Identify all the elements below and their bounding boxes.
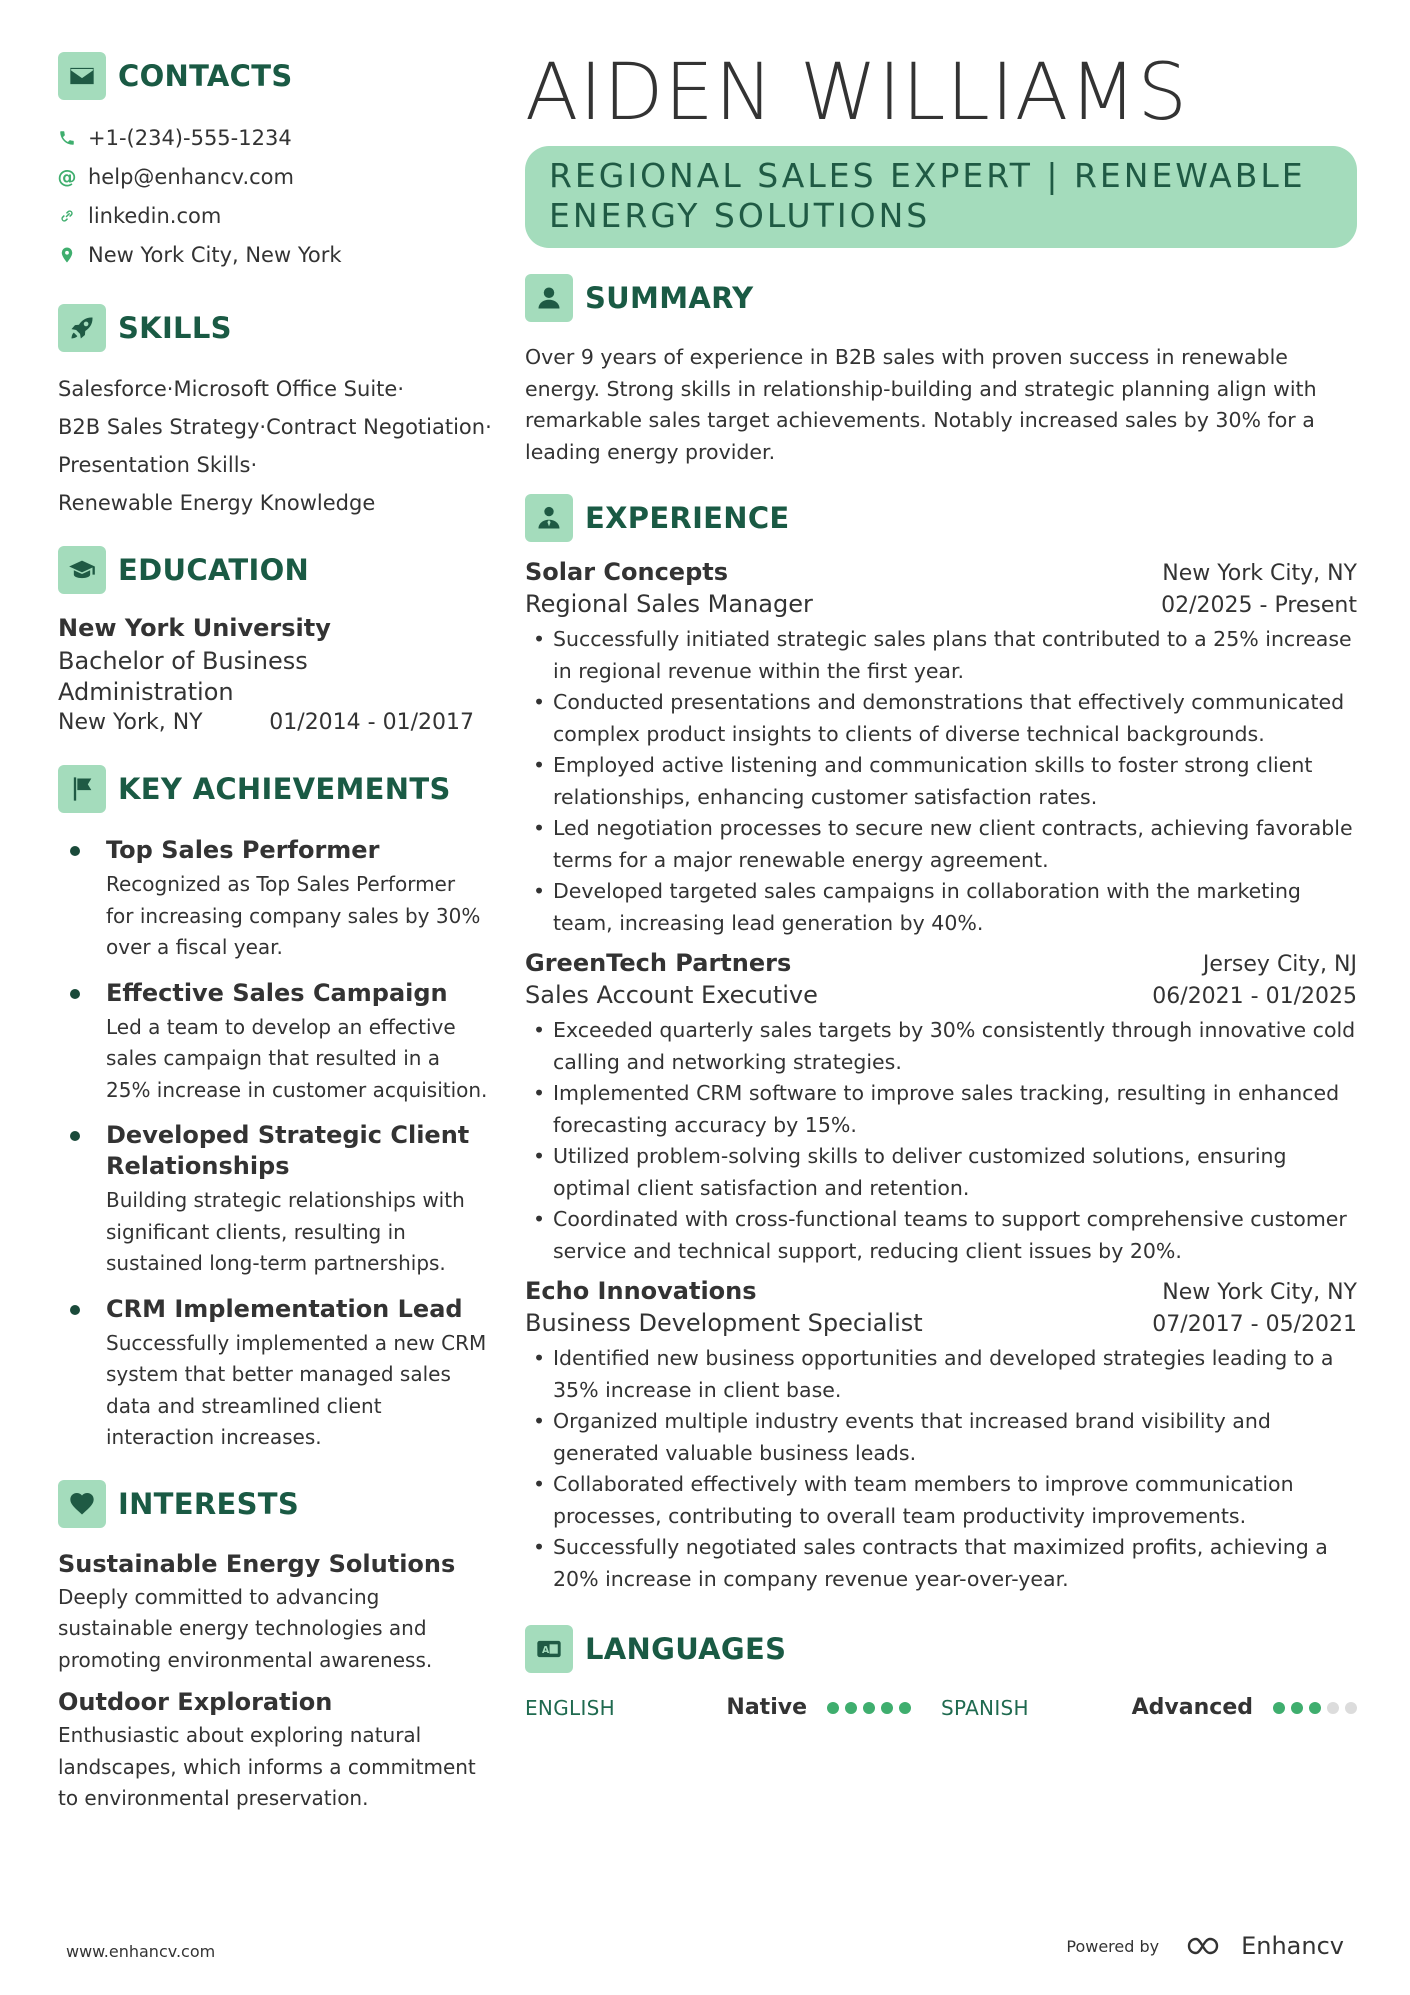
skill-item: B2B Sales Strategy xyxy=(58,415,260,439)
footer-website[interactable]: www.enhancv.com xyxy=(66,1942,216,1961)
achievements-header xyxy=(58,765,488,813)
job-header xyxy=(525,949,1357,977)
contact-location-text: New York City, New York xyxy=(88,242,342,267)
interest-desc: Deeply committed to advancing sustainable energy technologies and promoting environmental awareness. xyxy=(58,1584,433,1672)
contact-list xyxy=(58,118,488,274)
powered-by-label: Powered by xyxy=(1066,1936,1160,1956)
job-location: New York City, NY xyxy=(1162,1280,1357,1305)
job-entry xyxy=(525,558,1357,939)
interest-title: Outdoor Exploration xyxy=(58,1688,333,1716)
language-level: Advanced xyxy=(1131,1695,1253,1720)
rating-dot-filled xyxy=(863,1702,875,1714)
languages-title: LANGUAGES xyxy=(585,1632,787,1666)
contact-location xyxy=(58,235,488,274)
job-bullet: • Developed targeted sales campaigns in collaboration with the marketing team, increasing lead generation by 40%. xyxy=(525,876,1357,939)
skills-list: Salesforce·Microsoft Office Suite· B2B Sales Strategy·Contract Negotiation· Presentation Skills· Renewable Energy Knowledge xyxy=(58,377,492,515)
businessperson-icon xyxy=(525,494,573,542)
at-icon: @ xyxy=(57,165,77,188)
job-header xyxy=(525,558,1357,586)
flag-icon xyxy=(58,765,106,813)
summary-title: SUMMARY xyxy=(585,281,754,315)
phone-icon xyxy=(58,129,76,147)
education-degree: Bachelor of Business Administration xyxy=(58,647,308,706)
heart-icon xyxy=(58,1480,106,1528)
language-level: Native xyxy=(726,1695,807,1720)
right-column xyxy=(525,48,1357,1720)
contacts-title: CONTACTS xyxy=(118,59,293,93)
job-entry xyxy=(525,1277,1357,1595)
language-name: ENGLISH xyxy=(525,1695,615,1720)
envelope-icon xyxy=(58,52,106,100)
contact-linkedin-text: linkedin.com xyxy=(88,203,222,228)
experience-title: EXPERIENCE xyxy=(585,501,790,535)
interests-header xyxy=(58,1480,488,1528)
rating-dot-filled xyxy=(1291,1702,1303,1714)
achievement-item xyxy=(58,1294,488,1454)
job-role: Regional Sales Manager xyxy=(525,590,813,618)
skills-header xyxy=(58,304,488,352)
contact-phone-text: +1-(234)-555-1234 xyxy=(88,125,292,150)
job-bullets xyxy=(525,1015,1357,1267)
rating-dot-filled xyxy=(899,1702,911,1714)
language-card-icon xyxy=(525,1625,573,1673)
bullet-icon xyxy=(70,989,80,999)
brand-logo[interactable] xyxy=(1185,1932,1344,1960)
bullet-icon xyxy=(70,1305,80,1315)
person-icon xyxy=(525,274,573,322)
rating-dot-filled xyxy=(881,1702,893,1714)
achievements-title: KEY ACHIEVEMENTS xyxy=(118,772,451,806)
candidate-name: AIDEN WILLIAMS xyxy=(525,48,1189,138)
graduation-cap-icon xyxy=(58,546,106,594)
interest-title: Sustainable Energy Solutions xyxy=(58,1549,456,1578)
achievements-list xyxy=(58,835,488,1454)
rocket-icon xyxy=(58,304,106,352)
job-bullet: • Utilized problem-solving skills to deliver customized solutions, ensuring optimal client satisfaction and retention. xyxy=(525,1141,1357,1204)
languages-header xyxy=(525,1625,1357,1673)
education-title: EDUCATION xyxy=(118,553,310,587)
achievement-title: CRM Implementation Lead xyxy=(106,1294,463,1323)
enhancv-logo-icon xyxy=(1185,1934,1231,1958)
rating-dot-filled xyxy=(827,1702,839,1714)
achievement-desc: Successfully implemented a new CRM system that better managed sales data and streamlined client interaction increases. xyxy=(106,1330,487,1449)
achievement-title: Developed Strategic Client Relationships xyxy=(106,1121,470,1180)
job-location: Jersey City, NJ xyxy=(1202,952,1357,977)
contact-email-text: help@enhancv.com xyxy=(88,164,294,189)
job-bullet: • Exceeded quarterly sales targets by 30% consistently through innovative cold calling and networking strategies. xyxy=(525,1015,1357,1078)
job-entry xyxy=(525,949,1357,1267)
interests-list xyxy=(58,1550,488,1815)
language-item xyxy=(525,1695,941,1720)
bullet-icon xyxy=(70,846,80,856)
job-company: GreenTech Partners xyxy=(525,949,792,977)
headline-text: REGIONAL SALES EXPERT | RENEWABLE ENERGY SOLUTIONS xyxy=(549,156,1306,235)
achievement-item xyxy=(58,978,488,1107)
job-dates: 07/2017 - 05/2021 xyxy=(1152,1312,1357,1337)
job-role: Sales Account Executive xyxy=(525,981,818,1009)
location-pin-icon xyxy=(58,246,76,264)
headline-banner xyxy=(525,146,1357,248)
rating-dot-empty xyxy=(1327,1702,1339,1714)
rating-dot-empty xyxy=(1345,1702,1357,1714)
contact-linkedin[interactable] xyxy=(58,196,488,235)
job-bullet: • Employed active listening and communication skills to foster strong client relationships, enhancing customer satisfaction rates. xyxy=(525,750,1357,813)
education-dates: 01/2014 - 01/2017 xyxy=(269,710,474,735)
achievement-desc: Led a team to develop an effective sales campaign that resulted in a 25% increase in customer acquisition. xyxy=(106,1014,488,1102)
job-bullets xyxy=(525,624,1357,939)
achievement-item xyxy=(58,1120,488,1280)
experience-header xyxy=(525,494,1357,542)
left-column xyxy=(57,52,492,1827)
skills-title: SKILLS xyxy=(118,311,232,345)
job-bullet: • Coordinated with cross-functional teams to support comprehensive customer service and technical support, reducing client issues by 20%. xyxy=(525,1204,1357,1267)
achievement-desc: Building strategic relationships with significant clients, resulting in sustained long-term partnerships. xyxy=(106,1188,465,1275)
job-bullet: • Conducted presentations and demonstrations that effectively communicated complex product insights to clients of diverse technical backgrounds. xyxy=(525,687,1357,750)
contact-email[interactable] xyxy=(58,157,488,196)
languages-list xyxy=(525,1695,1357,1720)
achievement-title: Effective Sales Campaign xyxy=(106,978,448,1007)
rating-dot-filled xyxy=(845,1702,857,1714)
interest-item xyxy=(58,1550,488,1677)
interests-title: INTERESTS xyxy=(118,1486,300,1521)
language-item xyxy=(941,1695,1357,1720)
job-bullet: • Identified new business opportunities and developed strategies leading to a 35% increase in client base. xyxy=(525,1343,1357,1406)
skill-item: Salesforce xyxy=(58,377,167,401)
brand-name: Enhancv xyxy=(1241,1932,1344,1960)
job-bullet: • Collaborated effectively with team members to improve communication processes, contributing to overall team productivity improvements. xyxy=(525,1469,1357,1532)
link-icon xyxy=(58,207,76,225)
job-subheader xyxy=(525,981,1357,1009)
interest-desc: Enthusiastic about exploring natural landscapes, which informs a commitment to environmental preservation. xyxy=(58,1723,476,1810)
job-subheader xyxy=(525,1309,1357,1337)
job-header xyxy=(525,1277,1357,1305)
language-rating xyxy=(827,1702,911,1714)
contact-phone[interactable] xyxy=(58,118,488,157)
job-bullet: • Successfully negotiated sales contracts that maximized profits, achieving a 20% increase in company revenue year-over-year. xyxy=(525,1532,1357,1595)
language-rating xyxy=(1273,1702,1357,1714)
education-school: New York University xyxy=(58,614,331,642)
bullet-icon xyxy=(70,1131,80,1141)
skill-item: Presentation Skills xyxy=(58,453,251,477)
job-subheader xyxy=(525,590,1357,618)
achievement-item xyxy=(58,835,488,964)
rating-dot-filled xyxy=(1309,1702,1321,1714)
job-bullet: • Led negotiation processes to secure new client contracts, achieving favorable terms for a major renewable energy agreement. xyxy=(525,813,1357,876)
skill-item: Contract Negotiation xyxy=(266,415,486,439)
job-location: New York City, NY xyxy=(1162,561,1357,586)
job-dates: 02/2025 - Present xyxy=(1161,593,1357,618)
job-company: Solar Concepts xyxy=(525,558,729,586)
interest-item xyxy=(58,1688,488,1815)
job-bullet: • Successfully initiated strategic sales plans that contributed to a 25% increase in regional revenue within the first year. xyxy=(525,624,1357,687)
achievement-desc: Recognized as Top Sales Performer for increasing company sales by 30% over a fiscal year. xyxy=(106,872,481,959)
education-header xyxy=(58,546,488,594)
rating-dot-filled xyxy=(1273,1702,1285,1714)
achievement-title: Top Sales Performer xyxy=(106,836,380,864)
language-name: SPANISH xyxy=(941,1695,1029,1720)
job-bullet: • Organized multiple industry events that increased brand visibility and generated valuable business leads. xyxy=(525,1406,1357,1469)
job-role: Business Development Specialist xyxy=(525,1309,923,1337)
job-bullet: • Implemented CRM software to improve sales tracking, resulting in enhanced forecasting accuracy by 15%. xyxy=(525,1078,1357,1141)
footer-branding xyxy=(1066,1932,1344,1960)
job-bullets xyxy=(525,1343,1357,1595)
skill-item: Renewable Energy Knowledge xyxy=(58,491,376,515)
job-dates: 06/2021 - 01/2025 xyxy=(1152,984,1357,1009)
summary-header xyxy=(525,274,1357,322)
skill-item: Microsoft Office Suite xyxy=(173,377,398,401)
job-company: Echo Innovations xyxy=(525,1277,757,1305)
contacts-header xyxy=(58,52,488,100)
summary-text: Over 9 years of experience in B2B sales with proven success in renewable energy. Strong skills in relationship-building and strategic planning align with remarkable sales target achievements. Notably increased sales by 30% for a leading energy provider. xyxy=(525,345,1317,464)
svg-text:A: A xyxy=(542,1645,550,1657)
education-location: New York, NY xyxy=(58,710,203,735)
education-meta xyxy=(58,710,474,735)
